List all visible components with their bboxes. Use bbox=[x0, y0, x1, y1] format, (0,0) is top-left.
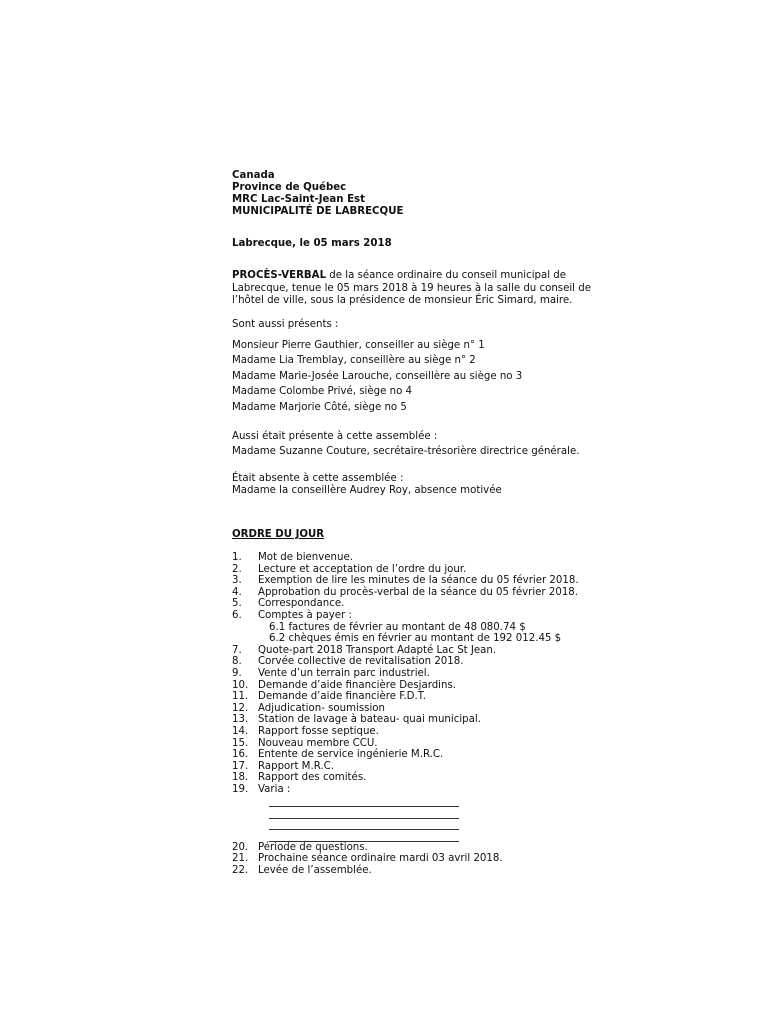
absent-person: Madame la conseillère Audrey Roy, absence motivée bbox=[232, 485, 502, 496]
agenda-item bbox=[232, 749, 632, 761]
agenda-item-text: Vente d’un terrain parc industriel. bbox=[258, 667, 430, 679]
agenda-item-text: Quote-part 2018 Transport Adapté Lac St Jean. bbox=[258, 644, 497, 656]
agenda-item-number: 18. bbox=[232, 772, 249, 784]
agenda-item-text: Lecture et acceptation de l’ordre du jour. bbox=[258, 563, 467, 575]
agenda-item bbox=[232, 680, 632, 692]
agenda-item-text: Correspondance. bbox=[258, 598, 345, 610]
agenda-item bbox=[232, 645, 632, 657]
proces-verbal-paragraph bbox=[232, 270, 632, 308]
proces-verbal-line3: l’hôtel de ville, sous la présidence de monsieur Éric Simard, maire. bbox=[232, 295, 573, 306]
agenda-item-text: Varia : bbox=[258, 783, 291, 795]
agenda-item-number: 8. bbox=[232, 656, 242, 668]
agenda-item-number: 6. bbox=[232, 609, 242, 621]
present-intro: Sont aussi présents : bbox=[232, 318, 339, 330]
agenda-item-text: Demande d’aide financière F.D.T. bbox=[258, 691, 426, 703]
agenda-item bbox=[232, 714, 632, 726]
agenda-item bbox=[232, 668, 632, 680]
agenda-item-number: 4. bbox=[232, 586, 242, 598]
agenda-item bbox=[232, 598, 632, 610]
agenda-item-number: 7. bbox=[232, 644, 242, 656]
agenda-item-text: Prochaine séance ordinaire mardi 03 avril 2018. bbox=[258, 853, 503, 865]
agenda-item-number: 2. bbox=[232, 563, 242, 575]
agenda-item bbox=[232, 564, 632, 576]
agenda-item-number: 3. bbox=[232, 575, 242, 587]
present-staff-intro: Aussi était présente à cette assemblée : bbox=[232, 431, 438, 442]
agenda-item-number: 15. bbox=[232, 737, 249, 749]
agenda-item-text: Mot de bienvenue. bbox=[258, 552, 353, 563]
varia-blank-line bbox=[269, 795, 459, 807]
agenda-item-text: Comptes à payer : bbox=[258, 609, 352, 621]
agenda-item bbox=[232, 784, 632, 796]
agenda-item-text: Adjudication- soumission bbox=[258, 702, 386, 714]
agenda-item-number: 17. bbox=[232, 760, 249, 772]
proces-verbal-line1: de la séance ordinaire du conseil municipal de bbox=[326, 270, 567, 281]
agenda-item bbox=[232, 656, 632, 668]
present-member: Monsieur Pierre Gauthier, conseiller au siège n° 1 bbox=[232, 339, 485, 351]
present-staff-person: Madame Suzanne Couture, secrétaire-trésorière directrice générale. bbox=[232, 446, 580, 457]
agenda-item bbox=[232, 703, 632, 715]
agenda-list bbox=[232, 552, 632, 877]
agenda-item-number: 9. bbox=[232, 667, 242, 679]
agenda-item bbox=[232, 772, 632, 784]
agenda-item-number: 10. bbox=[232, 679, 249, 691]
varia-blank-line bbox=[269, 807, 459, 819]
agenda-item-number: 22. bbox=[232, 865, 249, 877]
agenda-item-text: Rapport M.R.C. bbox=[258, 760, 335, 772]
agenda-title: ORDRE DU JOUR bbox=[232, 529, 325, 540]
agenda-item-number: 21. bbox=[232, 853, 249, 865]
agenda-item-number: 14. bbox=[232, 725, 249, 737]
absent-block bbox=[232, 473, 632, 497]
agenda-item-text: Corvée collective de revitalisation 2018. bbox=[258, 656, 464, 668]
agenda-item-number: 1. bbox=[232, 552, 242, 563]
agenda-subitem: 6.2 chèques émis en février au montant de 192 012.45 $ bbox=[269, 633, 562, 645]
agenda-item bbox=[232, 738, 632, 750]
agenda-item-text: Nouveau membre CCU. bbox=[258, 737, 378, 749]
agenda-item bbox=[232, 610, 632, 622]
agenda-item-number: 16. bbox=[232, 749, 249, 761]
agenda-item-text: Levée de l’assemblée. bbox=[258, 865, 372, 877]
agenda-item bbox=[232, 865, 632, 877]
present-member: Madame Marie-Josée Larouche, conseillère au siège no 3 bbox=[232, 370, 523, 382]
header-mrc: MRC Lac-Saint-Jean Est bbox=[232, 194, 365, 205]
agenda-item-text: Exemption de lire les minutes de la séance du 05 février 2018. bbox=[258, 575, 579, 587]
agenda-item-text: Rapport des comités. bbox=[258, 772, 367, 784]
agenda-item bbox=[232, 761, 632, 773]
present-members-list bbox=[232, 338, 632, 416]
agenda-subitem: 6.1 factures de février au montant de 48 080.74 $ bbox=[269, 621, 526, 633]
header-province: Province de Québec bbox=[232, 182, 347, 193]
present-member: Madame Marjorie Côté, siège no 5 bbox=[232, 401, 407, 413]
date-line: Labrecque, le 05 mars 2018 bbox=[232, 238, 392, 249]
agenda-item-text: Approbation du procès-verbal de la séance du 05 février 2018. bbox=[258, 586, 579, 598]
agenda-item-number: 13. bbox=[232, 714, 249, 726]
present-staff-block bbox=[232, 429, 632, 459]
municipality-header bbox=[232, 170, 632, 218]
present-member: Madame Colombe Privé, siège no 4 bbox=[232, 386, 413, 397]
agenda-item-text: Entente de service ingénierie M.R.C. bbox=[258, 749, 444, 761]
agenda-item-number: 20. bbox=[232, 841, 249, 853]
agenda-item-text: Période de questions. bbox=[258, 841, 368, 853]
agenda-item bbox=[232, 726, 632, 738]
header-country: Canada bbox=[232, 170, 275, 181]
agenda-item-number: 11. bbox=[232, 691, 249, 703]
agenda-item bbox=[232, 575, 632, 587]
agenda-item-text: Station de lavage à bateau- quai municipal. bbox=[258, 714, 481, 726]
proces-verbal-line2: Labrecque, tenue le 05 mars 2018 à 19 heures à la salle du conseil de bbox=[232, 282, 591, 294]
agenda-item-number: 5. bbox=[232, 598, 242, 610]
document-page bbox=[232, 170, 632, 877]
agenda-item bbox=[232, 842, 632, 854]
absent-intro: Était absente à cette assemblée : bbox=[232, 473, 404, 484]
agenda-item-text: Rapport fosse septique. bbox=[258, 725, 379, 737]
header-municipality: MUNICIPALITÉ DE LABRECQUE bbox=[232, 206, 404, 217]
agenda-item-number: 12. bbox=[232, 702, 249, 714]
agenda-item-text: Demande d’aide financière Desjardins. bbox=[258, 679, 457, 691]
agenda-item bbox=[232, 853, 632, 865]
varia-blank-line bbox=[269, 819, 459, 831]
agenda-item bbox=[232, 691, 632, 703]
agenda-item bbox=[232, 587, 632, 599]
agenda-item-number: 19. bbox=[232, 783, 249, 795]
varia-blank-line bbox=[269, 830, 459, 842]
present-member: Madame Lia Tremblay, conseillère au siège n° 2 bbox=[232, 355, 476, 366]
agenda-item bbox=[232, 552, 632, 564]
proces-verbal-label: PROCÈS-VERBAL bbox=[232, 270, 327, 281]
